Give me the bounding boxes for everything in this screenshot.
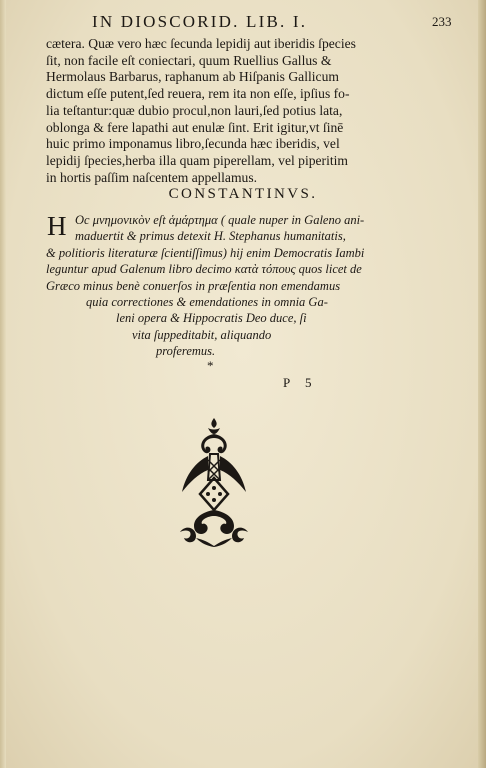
running-title: IN DIOSCORID. LIB. I.	[92, 12, 308, 31]
signature-mark: P 5	[283, 375, 318, 390]
body-line: ſit, non facile eſt coniectari, quum Ruellius Gallus &	[46, 52, 332, 68]
page-number: 233	[432, 14, 452, 29]
body-line: dictum eſſe putent,ſed reuera, rem ita non eſſe, ipſius fo-	[46, 86, 350, 102]
body-line: huic primo imponamus libro,ſecunda hæc iberidis, vel	[46, 136, 340, 152]
drop-capital: H	[47, 211, 67, 241]
commentary-line: quia correctiones & emendationes in omnia Ga-	[86, 295, 328, 310]
commentary-line: proferemus.	[156, 344, 216, 359]
commentary-line: Oc μνημονικὸν eſt ἁμάρτημα ( quale nuper in Galeno ani-	[75, 213, 365, 227]
fleuron-ornament	[172, 416, 256, 548]
commentary-line: & politioris literaturæ ſcientiſſimus) hij enim Democratis Iambi	[46, 245, 365, 260]
page-gutter-shadow	[0, 0, 6, 768]
body-line: Hermolaus Barbarus, raphanum ab Hiſpanis Gallicum	[46, 69, 339, 85]
body-line: cætera. Quæ vero hæc ſecunda lepidij aut iberidis ſpecies	[46, 36, 356, 51]
commentary-line: leguntur apud Galenum libro decimo κατὰ τόπους quos licet de	[46, 262, 362, 277]
page-edge-shadow	[478, 0, 486, 768]
commentary-line: vita ſuppeditabit, aliquando	[132, 327, 272, 342]
section-heading: CONSTANTINVS.	[168, 186, 318, 202]
body-line: oblonga & fere lapathi aut enulæ ſint. Erit igitur,vt ſinē	[46, 119, 344, 135]
asterisk-mark: *	[207, 358, 214, 373]
running-header	[0, 12, 486, 36]
commentary-paragraph	[46, 212, 448, 360]
commentary-line: Græco minus benè conuerſos in præſentia non emendamus	[46, 278, 341, 293]
body-line: lepidij ſpecies,herba illa quam piperellam, vel piperitim	[46, 152, 348, 168]
commentary-line: maduertit & primus detexit H. Stephanus humanitatis,	[75, 229, 346, 244]
body-line: in hortis paſſim naſcentem appellamus.	[46, 169, 258, 185]
main-paragraph	[46, 36, 446, 186]
commentary-line: leni opera & Hippocratis Deo duce, ſi	[116, 311, 307, 326]
body-line: lia teſtantur:quæ dubio procul,non lauri,ſed potius lata,	[46, 102, 343, 118]
